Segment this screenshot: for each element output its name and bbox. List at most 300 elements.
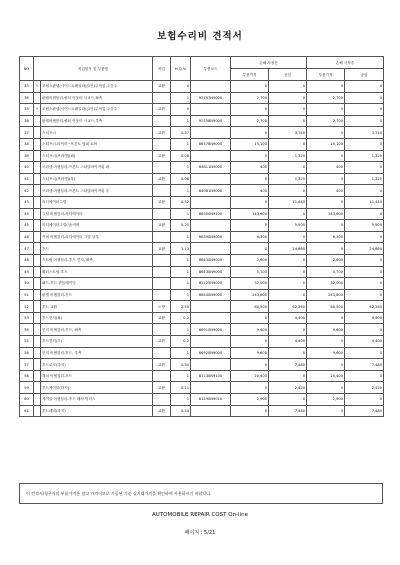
cell-code bbox=[191, 150, 231, 162]
table-row bbox=[20, 301, 384, 313]
cell-l2: 0 bbox=[345, 289, 384, 301]
cell-item: 판넬어셈블리-쿼터 아웃터 사교드,좌측 bbox=[41, 92, 153, 104]
cell-h: 0.08 bbox=[171, 173, 191, 185]
table-row bbox=[20, 208, 384, 220]
cell-l2: 0 bbox=[345, 208, 384, 220]
cell-l1: 1,320 bbox=[269, 173, 307, 185]
cell-l1: 1,320 bbox=[269, 150, 307, 162]
col-before-adjust-header: 손해 사정전 bbox=[231, 57, 307, 69]
cell-item: 스티프너(브라켓)(좌) bbox=[41, 150, 153, 162]
cell-work: 교환 bbox=[153, 220, 171, 232]
table-row bbox=[20, 347, 384, 359]
cell-no: 56 bbox=[20, 347, 34, 359]
cell-l2: 0 bbox=[345, 185, 384, 197]
cell-l2: 62,260 bbox=[345, 301, 384, 313]
cell-item: 힌지 어셈블리-후드, 좌측 bbox=[41, 324, 153, 336]
cell-p1: 0 bbox=[231, 405, 269, 417]
cell-l2: 0 bbox=[345, 347, 384, 359]
cell-l1: 3,740 bbox=[269, 127, 307, 139]
cell-l1: 0 bbox=[269, 208, 307, 220]
cell-h: 0.2 bbox=[171, 312, 191, 324]
cell-mark: † bbox=[34, 104, 41, 116]
cell-l2: 0 bbox=[345, 231, 384, 243]
cell-item: 라디에이터그릴(상)커버 bbox=[41, 220, 153, 232]
table-row bbox=[20, 336, 384, 348]
cell-work: 교환 bbox=[153, 359, 171, 371]
cell-item: 스티프너 bbox=[41, 127, 153, 139]
cell-no: 41 bbox=[20, 173, 34, 185]
cell-l1: 0 bbox=[269, 231, 307, 243]
cell-no: 44 bbox=[20, 208, 34, 220]
table-row bbox=[20, 324, 384, 336]
cell-item: 힌지 어셈블리-후드, 우측 bbox=[41, 347, 153, 359]
cell-code: 64811N9000 bbox=[191, 162, 231, 174]
cell-work bbox=[153, 347, 171, 359]
cell-p1: 32,000 bbox=[231, 278, 269, 290]
cell-p2: 0 bbox=[307, 127, 345, 139]
cell-mark bbox=[34, 312, 41, 324]
cell-code: 81190N9010 bbox=[191, 394, 231, 406]
cell-p1: 0 bbox=[231, 243, 269, 255]
cell-l1: 0 bbox=[269, 266, 307, 278]
cell-h: 0.25 bbox=[171, 220, 191, 232]
table-row bbox=[20, 312, 384, 324]
table-row bbox=[20, 115, 384, 127]
cell-l1: 4,400 bbox=[269, 312, 307, 324]
cell-p2: 0 bbox=[307, 104, 345, 116]
cell-work bbox=[153, 370, 171, 382]
cell-p2: 0 bbox=[307, 382, 345, 394]
page-number: 페이지 : 5/21 bbox=[184, 530, 216, 536]
cell-p1: 400 bbox=[231, 185, 269, 197]
table-row bbox=[20, 138, 384, 150]
cell-work bbox=[153, 266, 171, 278]
cell-mark bbox=[34, 289, 41, 301]
cell-mark bbox=[34, 405, 41, 417]
cell-l1: 0 bbox=[269, 81, 307, 93]
cell-item: 스트립 어셈블리-후드 힌지, 좌측 bbox=[41, 254, 153, 266]
cell-p2: 0 bbox=[307, 220, 345, 232]
cell-no: 61 bbox=[20, 405, 34, 417]
cell-item: 브라켓 어셈블리-프론트 스타빌라이저링 우 bbox=[41, 185, 153, 197]
cell-p2: 2,600 bbox=[307, 254, 345, 266]
cell-code bbox=[191, 301, 231, 313]
cell-p1: 9,600 bbox=[231, 324, 269, 336]
cell-p1: 0 bbox=[231, 359, 269, 371]
cell-work: 교환 bbox=[153, 382, 171, 394]
col-hours-header: H,Q,% bbox=[171, 57, 191, 81]
cell-h: 0.2 bbox=[171, 336, 191, 348]
cell-l1: 0 bbox=[269, 115, 307, 127]
cell-l2: 0 bbox=[345, 370, 384, 382]
cell-mark bbox=[34, 92, 41, 104]
cell-p1: 15,100 bbox=[231, 138, 269, 150]
cell-code: 64981N9000 bbox=[191, 185, 231, 197]
cell-code bbox=[191, 196, 231, 208]
cell-no: 43 bbox=[20, 196, 34, 208]
cell-l1: 0 bbox=[269, 138, 307, 150]
cell-p1: 0 bbox=[231, 382, 269, 394]
cell-code bbox=[191, 336, 231, 348]
table-row bbox=[20, 81, 384, 93]
cell-mark: † bbox=[34, 81, 41, 93]
cell-code bbox=[191, 173, 231, 185]
table-row bbox=[20, 104, 384, 116]
cell-p2: 20,400 bbox=[307, 370, 345, 382]
cell-h: 0.08 bbox=[171, 150, 191, 162]
cell-code: 86430N9000 bbox=[191, 266, 231, 278]
header-row-group bbox=[20, 57, 384, 69]
cell-mark bbox=[34, 208, 41, 220]
cell-l2: 0 bbox=[345, 104, 384, 116]
cell-item: 후드로크(하지) bbox=[41, 359, 153, 371]
cell-p1: 2,600 bbox=[231, 254, 269, 266]
cell-work bbox=[153, 115, 171, 127]
cell-l1: 0 bbox=[269, 254, 307, 266]
col-work-header: 작업 bbox=[153, 57, 171, 81]
cell-l2: 7,480 bbox=[345, 359, 384, 371]
cell-item: 판넬 어셈블리-후드 bbox=[41, 289, 153, 301]
cell-mark bbox=[34, 127, 41, 139]
cell-no: 42 bbox=[20, 185, 34, 197]
cell-p1: 400 bbox=[231, 162, 269, 174]
cell-l1: 11,440 bbox=[269, 196, 307, 208]
cell-work bbox=[153, 138, 171, 150]
col-after-adjust-header: 손해 사정후 bbox=[307, 57, 384, 69]
cell-work: 교환 bbox=[153, 150, 171, 162]
cell-h: 0 bbox=[171, 104, 191, 116]
cell-h: 1 bbox=[171, 92, 191, 104]
table-row bbox=[20, 92, 384, 104]
cell-mark bbox=[34, 138, 41, 150]
cell-work bbox=[153, 185, 171, 197]
cell-l1: 7,480 bbox=[269, 359, 307, 371]
cell-h: 2.55 bbox=[171, 301, 191, 313]
table-row bbox=[20, 196, 384, 208]
cell-p1: 6,300 bbox=[231, 231, 269, 243]
cell-mark bbox=[34, 278, 41, 290]
cell-l1: 0 bbox=[269, 278, 307, 290]
cell-p2: 0 bbox=[307, 173, 345, 185]
cell-mark bbox=[34, 162, 41, 174]
table-row bbox=[20, 220, 384, 232]
cell-l2: 0 bbox=[345, 394, 384, 406]
cell-item: 후드케이블(하지) bbox=[41, 382, 153, 394]
cell-mark bbox=[34, 220, 41, 232]
cell-code: 86578N9000 bbox=[191, 138, 231, 150]
cell-l2: 1,320 bbox=[345, 173, 384, 185]
cell-p1: 143,600 bbox=[231, 208, 269, 220]
cell-p2: 15,100 bbox=[307, 138, 345, 150]
cell-h: 1 bbox=[171, 394, 191, 406]
cell-mark bbox=[34, 185, 41, 197]
cell-item: 판넬어셈블리-쿼터 아웃터 사교드,우측 bbox=[41, 115, 153, 127]
table-row bbox=[20, 150, 384, 162]
col-item-header: 작업항목 및 부품명 bbox=[34, 57, 153, 81]
cell-p2: 2,900 bbox=[307, 394, 345, 406]
cell-no: 37 bbox=[20, 127, 34, 139]
cell-no: 40 bbox=[20, 162, 34, 174]
col-part-price-header: 부품가격 bbox=[307, 69, 345, 81]
cell-h: 1 bbox=[171, 162, 191, 174]
cell-p1: 2,700 bbox=[231, 115, 269, 127]
cell-item: 웨더스트립-후드 bbox=[41, 266, 153, 278]
cell-h: 1 bbox=[171, 266, 191, 278]
col-labor-header: 공임 bbox=[345, 69, 384, 81]
cell-work bbox=[153, 324, 171, 336]
cell-code bbox=[191, 312, 231, 324]
cell-p2: 0 bbox=[307, 196, 345, 208]
cell-work: 교환 bbox=[153, 196, 171, 208]
cell-p2: 400 bbox=[307, 162, 345, 174]
cell-p1: 0 bbox=[231, 312, 269, 324]
cell-h: 1.13 bbox=[171, 243, 191, 255]
cell-item: 라디에이터그릴 bbox=[41, 196, 153, 208]
cell-work bbox=[153, 278, 171, 290]
cell-no: 45 bbox=[20, 220, 34, 232]
cell-l2: 0 bbox=[345, 324, 384, 336]
cell-work: 도장 bbox=[153, 301, 171, 313]
cell-no: 47 bbox=[20, 243, 34, 255]
cell-mark bbox=[34, 231, 41, 243]
cell-l2: 4,400 bbox=[345, 336, 384, 348]
cell-h: 0.34 bbox=[171, 405, 191, 417]
cell-code: 86350N9100 bbox=[191, 208, 231, 220]
cell-item: 조립스판넬(사이드트레일라)(1인)주작업,주간주 bbox=[41, 81, 153, 93]
cell-l2: 5,500 bbox=[345, 220, 384, 232]
cell-item: 래치 어셈블리-후드 bbox=[41, 370, 153, 382]
cell-item: 후드 교환 bbox=[41, 301, 153, 313]
cell-l1: 2,420 bbox=[269, 382, 307, 394]
cell-code bbox=[191, 359, 231, 371]
cell-item: 조립스판넬(사이드트레일라)(1인)주작업,주간주 bbox=[41, 104, 153, 116]
col-labor-header: 공임 bbox=[269, 69, 307, 81]
cell-work: 교환 bbox=[153, 104, 171, 116]
cell-l1: 0 bbox=[269, 289, 307, 301]
cell-p1: 0 bbox=[231, 81, 269, 93]
cell-l2: 0 bbox=[345, 266, 384, 278]
cell-work: 교환 bbox=[153, 127, 171, 139]
cell-no: 57 bbox=[20, 359, 34, 371]
cell-code bbox=[191, 104, 231, 116]
cell-l2: 2,420 bbox=[345, 382, 384, 394]
cell-p2: 0 bbox=[307, 81, 345, 93]
cell-mark bbox=[34, 336, 41, 348]
cell-l2: 3,740 bbox=[345, 127, 384, 139]
cell-no: 39 bbox=[20, 150, 34, 162]
cell-item: 후드 bbox=[41, 243, 153, 255]
cell-p1: 20,400 bbox=[231, 370, 269, 382]
estimate-table bbox=[19, 56, 384, 417]
cell-p1: 243,800 bbox=[231, 289, 269, 301]
cell-mark bbox=[34, 324, 41, 336]
cell-mark bbox=[34, 243, 41, 255]
cell-h: 1 bbox=[171, 208, 191, 220]
cell-code bbox=[191, 243, 231, 255]
cell-no: 48 bbox=[20, 254, 34, 266]
cell-item: 그릴 어셈블리-라디에이터 bbox=[41, 208, 153, 220]
cell-l1: 5,500 bbox=[269, 220, 307, 232]
table-row bbox=[20, 231, 384, 243]
cell-h: 1 bbox=[171, 185, 191, 197]
cell-p2: 0 bbox=[307, 336, 345, 348]
document-title: 보험수리비 견적서 bbox=[157, 31, 243, 42]
table-row bbox=[20, 266, 384, 278]
cell-p2: 0 bbox=[307, 359, 345, 371]
cell-work bbox=[153, 92, 171, 104]
table-row bbox=[20, 185, 384, 197]
cell-item: 후드힌지(우) bbox=[41, 336, 153, 348]
cell-p2: 6,300 bbox=[307, 231, 345, 243]
cell-p2: 0 bbox=[307, 150, 345, 162]
table-row bbox=[20, 289, 384, 301]
cell-p1: 0 bbox=[231, 173, 269, 185]
cell-p2: 9,600 bbox=[307, 324, 345, 336]
cell-l1: 0 bbox=[269, 185, 307, 197]
cell-work: 교환 bbox=[153, 81, 171, 93]
cell-mark bbox=[34, 254, 41, 266]
cell-p2: 32,000 bbox=[307, 278, 345, 290]
cell-no: 54 bbox=[20, 324, 34, 336]
cell-p1: 5,700 bbox=[231, 266, 269, 278]
table-row bbox=[20, 254, 384, 266]
cell-code: 66920N9000 bbox=[191, 347, 231, 359]
estimate-rows bbox=[20, 81, 384, 417]
cell-h: 1 bbox=[171, 254, 191, 266]
cell-no: 51 bbox=[20, 289, 34, 301]
cell-l1: 0 bbox=[269, 104, 307, 116]
cell-work bbox=[153, 394, 171, 406]
cell-item: 브라켓 어셈블리-프론트 스타빌라이저링 좌 bbox=[41, 162, 153, 174]
table-row bbox=[20, 243, 384, 255]
cell-code: 86430N9000 bbox=[191, 254, 231, 266]
cell-h: 0.11 bbox=[171, 382, 191, 394]
table-row bbox=[20, 405, 384, 417]
cell-h: 1 bbox=[171, 278, 191, 290]
cell-mark bbox=[34, 359, 41, 371]
cell-l1: 24,860 bbox=[269, 243, 307, 255]
cell-mark bbox=[34, 382, 41, 394]
cell-l2: 7,480 bbox=[345, 405, 384, 417]
cell-h: 0.34 bbox=[171, 359, 191, 371]
cell-p2: 0 bbox=[307, 243, 345, 255]
cell-l2: 0 bbox=[345, 278, 384, 290]
cell-p1: 0 bbox=[231, 150, 269, 162]
cell-l1: 0 bbox=[269, 347, 307, 359]
cell-mark bbox=[34, 115, 41, 127]
cell-p2: 9,600 bbox=[307, 347, 345, 359]
table-row bbox=[20, 394, 384, 406]
cell-code: 86390N9000 bbox=[191, 231, 231, 243]
table-row bbox=[20, 370, 384, 382]
cell-code: 92157N9000 bbox=[191, 92, 231, 104]
cell-l1: 0 bbox=[269, 370, 307, 382]
cell-p1: 60,500 bbox=[231, 301, 269, 313]
cell-mark bbox=[34, 370, 41, 382]
cell-no: 50 bbox=[20, 278, 34, 290]
cell-code: 66400N9000 bbox=[191, 289, 231, 301]
cell-work bbox=[153, 289, 171, 301]
cell-p1: 0 bbox=[231, 127, 269, 139]
cell-p1: 0 bbox=[231, 220, 269, 232]
cell-h: 0.37 bbox=[171, 127, 191, 139]
cell-p2: 60,500 bbox=[307, 301, 345, 313]
cell-l1: 0 bbox=[269, 162, 307, 174]
table-row bbox=[20, 162, 384, 174]
cell-no: 49 bbox=[20, 266, 34, 278]
cell-item: 후드레버(하지) bbox=[41, 405, 153, 417]
cell-no: 59 bbox=[20, 382, 34, 394]
col-part-price-header: 부품가격 bbox=[231, 69, 269, 81]
cell-code bbox=[191, 405, 231, 417]
cell-l2: 0 bbox=[345, 92, 384, 104]
cell-mark bbox=[34, 347, 41, 359]
cell-p1: 0 bbox=[231, 104, 269, 116]
cell-work: 교환 bbox=[153, 173, 171, 185]
cell-l1: 0 bbox=[269, 324, 307, 336]
cell-p2: 0 bbox=[307, 405, 345, 417]
table-row bbox=[20, 382, 384, 394]
cell-p2: 243,800 bbox=[307, 289, 345, 301]
cell-code bbox=[191, 220, 231, 232]
cell-no: 38 bbox=[20, 138, 34, 150]
cell-code bbox=[191, 81, 231, 93]
cell-l2: 4,400 bbox=[345, 312, 384, 324]
cell-p2: 2,700 bbox=[307, 92, 345, 104]
cell-p1: 0 bbox=[231, 336, 269, 348]
cell-code: 81130N9100 bbox=[191, 370, 231, 382]
cell-mark bbox=[34, 301, 41, 313]
cell-work: 교환 bbox=[153, 405, 171, 417]
cell-l1: 0 bbox=[269, 394, 307, 406]
cell-l1: 62,260 bbox=[269, 301, 307, 313]
cell-l1: 7,480 bbox=[269, 405, 307, 417]
cell-work bbox=[153, 231, 171, 243]
cell-code: 66910N9000 bbox=[191, 324, 231, 336]
disclaimer-note: 이 견적서/청구서의 부품가격은 참고 가격이므로 가공된 기준 실거래가격을 확인하여 사용하시기 바랍니다. bbox=[19, 483, 383, 504]
cell-h: 1 bbox=[171, 347, 191, 359]
cell-mark bbox=[34, 150, 41, 162]
cell-p1: 2,900 bbox=[231, 394, 269, 406]
cell-no: 52 bbox=[20, 301, 34, 313]
cell-h: 0.52 bbox=[171, 196, 191, 208]
cell-l2: 0 bbox=[345, 115, 384, 127]
cell-work bbox=[153, 208, 171, 220]
cell-h: 0 bbox=[171, 81, 191, 93]
cell-l1: 4,400 bbox=[269, 336, 307, 348]
cell-code bbox=[191, 382, 231, 394]
cell-item: 스티프너-라이어~프론트 범퍼 로어 bbox=[41, 138, 153, 150]
footer-brand: AUTOMOBILE REPAIR COST On-line bbox=[152, 512, 248, 518]
cell-code bbox=[191, 127, 231, 139]
cell-work bbox=[153, 254, 171, 266]
cell-item: 스티프너(브라켓)(우) bbox=[41, 173, 153, 185]
cell-mark bbox=[34, 173, 41, 185]
cell-work bbox=[153, 162, 171, 174]
cell-work: 교환 bbox=[153, 243, 171, 255]
cell-no: 60 bbox=[20, 394, 34, 406]
col-no-header: NO bbox=[20, 57, 34, 81]
table-row bbox=[20, 359, 384, 371]
cell-item: 후드힌지(좌) bbox=[41, 312, 153, 324]
cell-l1: 0 bbox=[269, 92, 307, 104]
cell-code: 92158N9000 bbox=[191, 115, 231, 127]
cell-p2: 2,700 bbox=[307, 115, 345, 127]
cell-l2: 11,440 bbox=[345, 196, 384, 208]
cell-mark bbox=[34, 266, 41, 278]
cell-work: 교환 bbox=[153, 336, 171, 348]
table-row bbox=[20, 127, 384, 139]
